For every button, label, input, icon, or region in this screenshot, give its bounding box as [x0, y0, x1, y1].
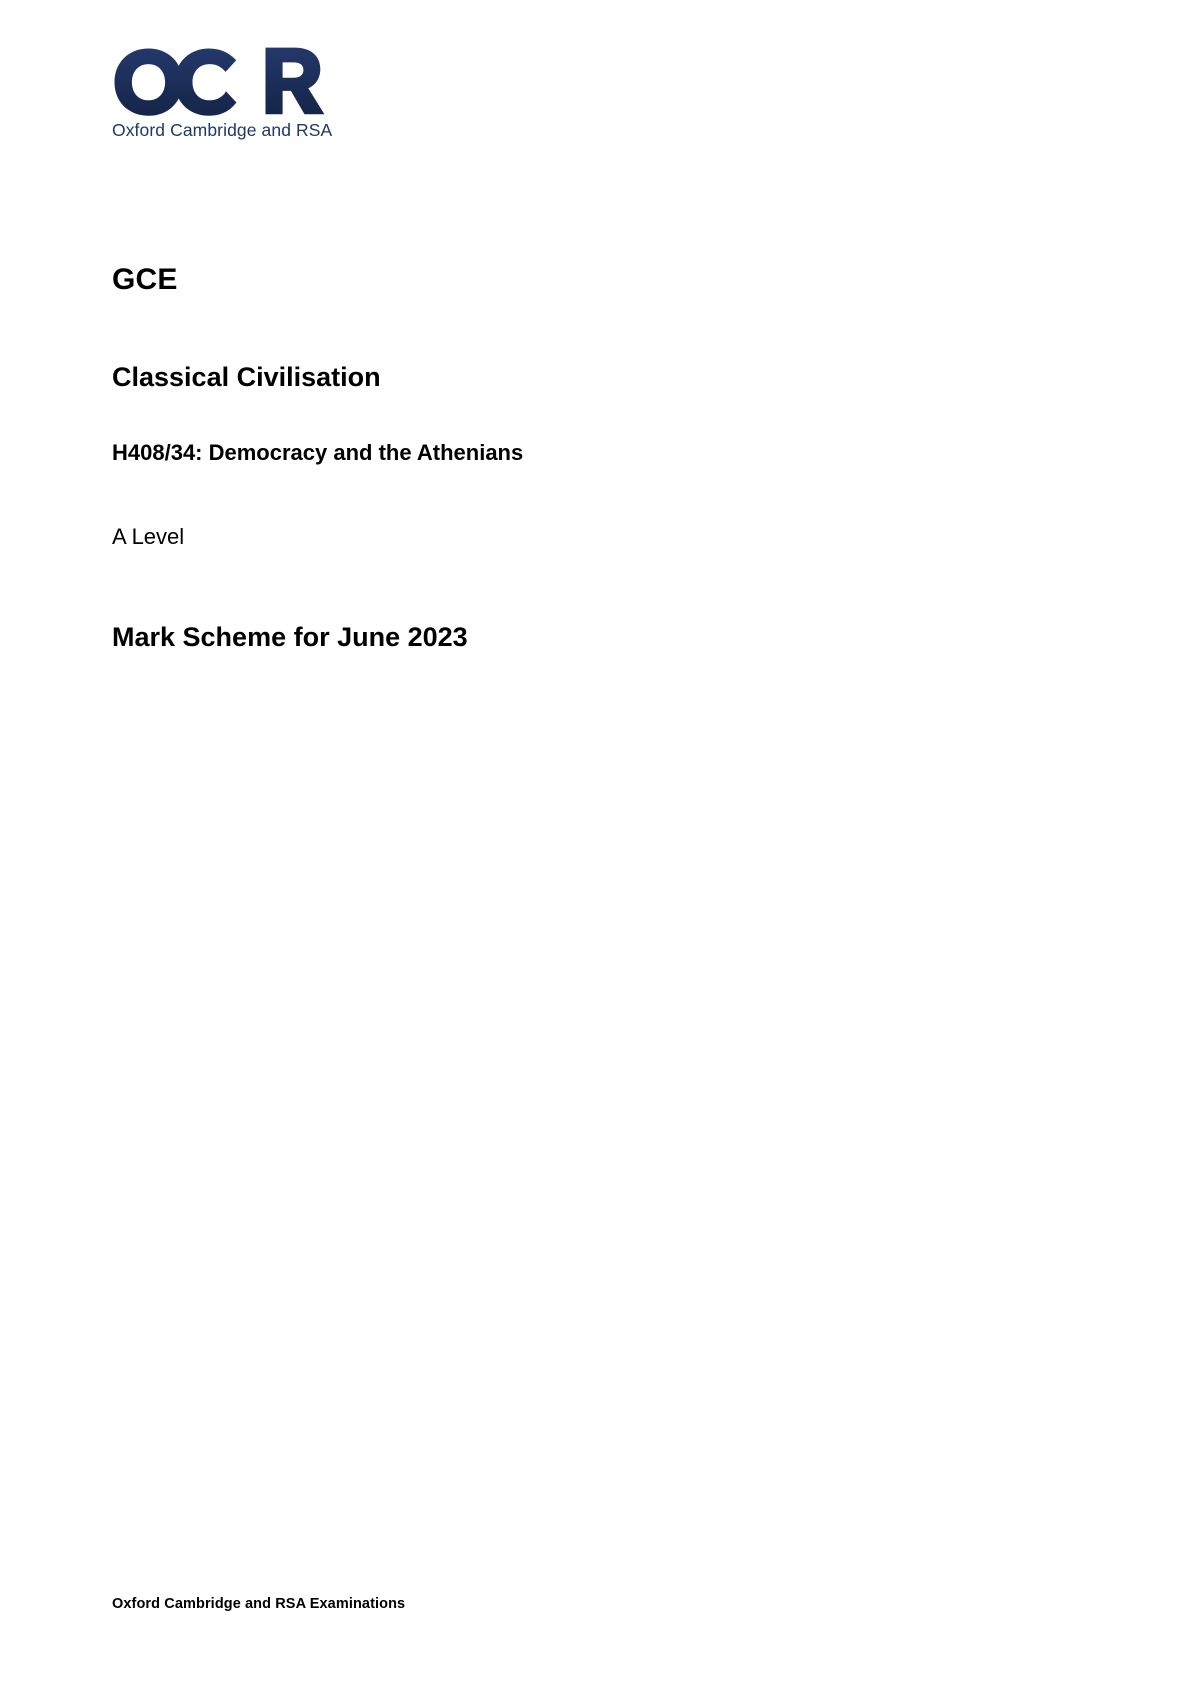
qualification-title: GCE	[112, 263, 178, 296]
document-type-title: Mark Scheme for June 2023	[112, 622, 468, 653]
level-label: A Level	[112, 523, 185, 549]
subject-title: Classical Civilisation	[112, 362, 381, 392]
ocr-strapline: Oxford Cambridge and RSA	[112, 120, 333, 140]
page-footer: Oxford Cambridge and RSA Examinations	[112, 1596, 406, 1612]
unit-title: H408/34: Democracy and the Athenians	[112, 440, 524, 466]
title-block	[112, 262, 1012, 654]
ocr-logo	[112, 46, 342, 141]
ocr-wordmark-icon	[112, 46, 327, 118]
